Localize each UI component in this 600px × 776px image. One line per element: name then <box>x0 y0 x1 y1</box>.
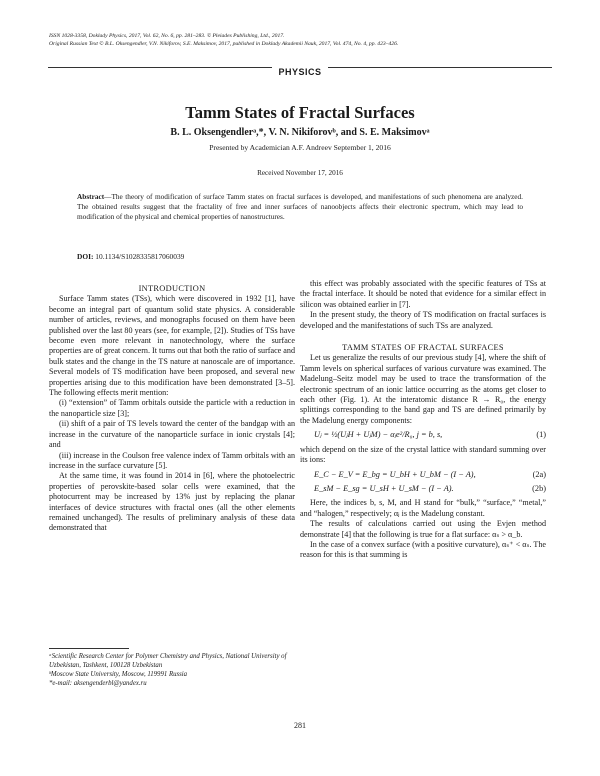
footnotes <box>49 652 295 688</box>
page-number: 281 <box>294 721 306 730</box>
paragraph: (ii) shift of a pair of TS levels toward the center of the bandgap with an increase in the curvature of the nanoparticle surface in ionic crystals [4]; and <box>49 419 295 450</box>
left-column <box>49 284 295 534</box>
article-title: Tamm States of Fractal Surfaces <box>185 103 415 122</box>
section-label: PHYSICS <box>0 62 600 80</box>
authors: B. L. Oksengendlerᵃ,*, V. N. Nikiforovᵇ, and S. E. Maksimovᵃ <box>170 127 430 138</box>
footnote-divider <box>49 648 129 649</box>
paragraph: this effect was probably associated with the specific features of TSs at the fractal interface. It should be noted that evidence for a similar effect in silicon was obtained earlier in [7]. <box>300 279 546 309</box>
abstract-text: —The theory of modification of surface Tamm states on fractal surfaces is developed, and manifestations of such phenomena are analyzed. The obtained results suggest that the fractality of free and inner surfaces of nanoobjects affects their electronic spectrum, which may lead to modification of the physical and chemical properties of nanostructures. <box>77 192 523 222</box>
paragraph: In the case of a convex surface (with a positive curvature), αₛ⁺ < αₛ. The reason for this is that summing is <box>300 539 546 560</box>
equation-1: Uⱼ = ½(UⱼH + UⱼM) − αⱼe²/R₀, j = b, s, (1) <box>314 430 546 440</box>
header-line-1: ISSN 1028-3358, Doklady Physics, 2017, Vol. 62, No. 6, pp. 281–283. © Pleiades Publishing, Ltd., 2017. <box>49 33 285 39</box>
paragraph: (iii) increase in the Coulson free valence index of Tamm orbitals with an increase in the surface curvature [5]. <box>49 450 295 470</box>
abstract-label: Abstract <box>77 192 105 201</box>
abstract <box>77 192 523 223</box>
paragraph: Here, the indices b, s, M, and H stand for “bulk,” “surface,” “metal,” and “halogen,” respectively; αⱼ is the Madelung constant. <box>300 498 546 518</box>
received-date: Received November 17, 2016 <box>257 169 343 177</box>
equation-2b: E_sM − E_sg = U_sH + U_sM − (I − A). (2b) <box>314 483 546 493</box>
paragraph: Surface Tamm states (TSs), which were discovered in 1932 [1], have become an integral part of quantum solid state physics. A considerable number of articles, reviews, and monographs focused on them have been published over the last 80 years (see, for example, [2]). Studies of TSs have become even more relevant in nanotechnology, where the surface properties are of great concern. It turns out that both the ratio of surface and bulk states and the change in the TS nature at nanoscale are of importance. Several models of TS modification have been proposed, and several new properties arising due to this modification have been demonstrated [3–5]. The following effects merit mention: <box>49 294 295 398</box>
right-column <box>300 279 546 561</box>
presented-by: Presented by Academician A.F. Andreev September 1, 2016 <box>209 143 391 152</box>
paragraph: which depend on the size of the crystal lattice with standard summing over its ions: <box>300 444 546 465</box>
footnote-email[interactable]: *e-mail: aksengenderbl@yandex.ru <box>49 680 147 687</box>
doi-label: DOI: <box>77 252 94 261</box>
footnote-affiliation-a: ᵃScientific Research Center for Polymer Chemistry and Physics, National University of Uzbekistan, Tashkent, 100128 Uzbekistan <box>49 653 287 669</box>
paragraph: In the present study, the theory of TS modification on fractal surfaces is developed and the manifestations of such TSs are analyzed. <box>300 310 546 330</box>
heading-tamm-states: TAMM STATES OF FRACTAL SURFACES <box>342 343 504 353</box>
paragraph: Let us generalize the results of our previous study [4], where the shift of Tamm levels on spherical surfaces of various curvature was examined. The Madelung–Seitz model may be used to trace the transformation of the electronic spectrum of an ionic lattice occurring as the atoms get closer to each other (Fig. 1). At the interatomic distance R → R₀, the energy splittings corresponding to the band gap and TS are defined primarily by the Madelung energy components: <box>300 353 546 425</box>
heading-introduction: INTRODUCTION <box>138 284 206 293</box>
paragraph: At the same time, it was found in 2014 in [6], where the photoelectric properties of perovskite-based solar cells were examined, that the photocurrent may be increased by 13% just by replacing the planar interfaces of device structures with fractal ones (all the other elements remained unchanged). The results of preliminary analysis of these data demonstrated that <box>49 471 295 533</box>
equation-2a: E_C − E_V = E_bg = U_bH + U_bM − (I − A), (2a) <box>314 469 546 479</box>
doi <box>77 252 184 261</box>
paragraph: The results of calculations carried out using the Evjen method demonstrate [4] that the following is true for a flat surface: αₛ > α_b. <box>300 519 546 539</box>
doi-value[interactable]: 10.1134/S1028335817060039 <box>95 252 185 261</box>
header-line-2: Original Russian Text © B.L. Oksengendler, V.N. Nikiforov, S.E. Maksimov, 2017, published in Doklady Akademii Nauk, 2017, Vol. 474, No. 4, pp. 423–426. <box>49 40 399 47</box>
footnote-affiliation-b: ᵇMoscow State University, Moscow, 119991 Russia <box>49 671 188 678</box>
paragraph: (i) “extension” of Tamm orbitals outside the particle with a reduction in the nanoparticle size [3]; <box>49 398 295 418</box>
journal-header <box>49 33 398 48</box>
